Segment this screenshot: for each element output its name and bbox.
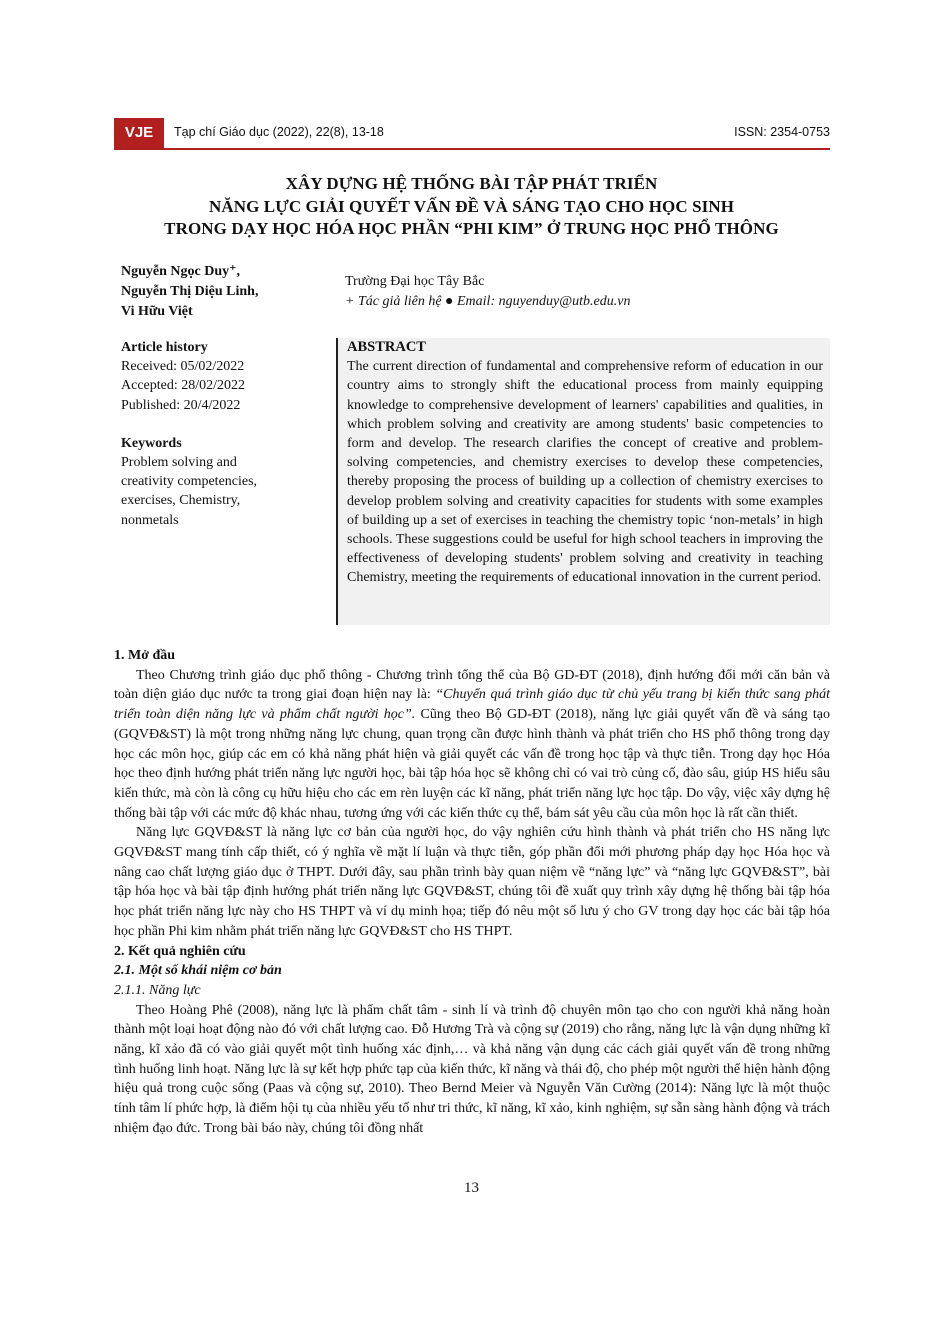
keyword-line: Problem solving and [121,455,237,471]
corresponding-contact: + Tác giả liên hệ ● Email: nguyenduy@utb.edu.vn [345,294,631,309]
title-line: XÂY DỰNG HỆ THỐNG BÀI TẬP PHÁT TRIỂN [285,174,658,193]
author-name: Nguyễn Thị Diệu Linh, [121,284,259,299]
subsubsection-heading: 2.1.1. Năng lực [114,982,201,998]
title-line: NĂNG LỰC GIẢI QUYẾT VẤN ĐỀ VÀ SÁNG TẠO CHO HỌC SINH [208,196,735,216]
keyword-line: nonmetals [121,512,179,528]
keyword-line: creativity competencies, [121,474,258,490]
history-heading: Article history [121,340,208,355]
keyword-line: exercises, Chemistry, [121,493,241,509]
affiliation [345,272,630,312]
quoted-statement: “Chuyển quá trình giáo dục từ chủ yếu trang bị kiến thức sang phát triển toàn diện năng lực và phẩm chất người học”. [114,687,831,723]
journal-citation: Tạp chí Giáo dục (2022), 22(8), 13-18 [174,125,384,139]
abstract-text: The current direction of fundamental and comprehensive reform of education in our country aims to strongly shift the educational process from mainly equipping knowledge to comprehensive development of learners' capabilities and qualities, in which problem solving and creativity are among students' basic competencies to form and develop. The research clarifies the concept of creative and problem-solving competencies, and chemistry exercises to develop these competencies, thereby proposing the process of building up a collection of chemistry exercises to develop problem solving and creativity capacities for students with some examples of building up a set of exercises in teaching the chemistry topic ‘non-metals’ in high schools. These suggestions could be useful for high school teachers in improving the effectiveness of developing students' problem solving and creativity in teaching Chemistry, meeting the requirements of educational innovation in the current period. [347,359,823,586]
title-line: TRONG DẠY HỌC HÓA HỌC PHẦN “PHI KIM” Ở TRUNG HỌC PHỔ THÔNG [164,219,779,238]
section-heading: 1. Mở đầu [114,648,176,663]
keywords-heading: Keywords [121,435,182,451]
abstract-box [336,338,830,625]
published-date: Published: 20/4/2022 [121,397,241,413]
paragraph: Theo Hoàng Phê (2008), năng lực là phẩm chất tâm - sinh lí và trình độ chuyên môn tạo cho con người khả năng hoàn thành một loại hoạt động nào đó với chất lượng cao. Đỗ Hương Trà và cộng sự (2019) cho rằng, năng lực là vận dụng những kĩ năng, kĩ xảo đã có vào giải quyết một tình huống xác định,… và khả năng vận dụng các cách giải quyết vấn đề trong những tình huống linh hoạt. Năng lực là sự kết hợp phức tạp của kiến thức, kĩ năng và thái độ, cho phép một người thể hiện hành động hiệu quả trong cuộc sống (Paas và cộng sự, 2010). Theo Bernd Meier và Nguyễn Văn Cường (2014): Năng lực là một thuộc tính tâm lí phức hợp, là điểm hội tụ của nhiều yếu tố như tri thức, kĩ năng, kĩ xảo, kinh nghiệm, sự sẵn sàng hành động và trách nhiệm đạo đức. Trong bài báo này, chúng tôi đồng nhất [114,1002,830,1136]
header-rule [114,148,830,150]
author-name: Vi Hữu Việt [121,304,193,319]
page-number: 13 [464,1180,479,1196]
received-date: Received: 05/02/2022 [121,359,245,375]
paragraph: Theo Chương trình giáo dục phổ thông - Chương trình tổng thể của Bộ GD-ĐT (2018), định hướng đổi mới căn bản và toàn diện giáo dục nước ta trong giai đoạn hiện nay là: “Chuyển quá trình giáo dục từ chủ yếu trang bị kiến thức sang phát triển toàn diện năng lực và phẩm chất người học”. Cũng theo Bộ GD-ĐT (2018), năng lực giải quyết vấn đề và sáng tạo (GQVĐ&ST) là một trong những năng lực chung, quan trọng cần được hình thành và phát triển cho HS phổ thông trong dạy học các môn học, giúp các em có khả năng phát hiện và giải quyết các vấn đề trong học tập và thực tiễn. Trong dạy học Hóa học theo định hướng phát triển năng lực người học, bài tập hóa học sẽ không chỉ có vai trò củng cố, đào sâu, giúp HS hiểu sâu kiến thức, mà còn là công cụ hữu hiệu cho các em rèn luyện các kĩ năng, phát triển năng lực học tập. Do vậy, việc xây dựng hệ thống bài tập với các mức độ khác nhau, tương ứng với các kiến thức cụ thể, bám sát yêu cầu của môn học là rất cần thiết. [114,667,831,821]
author-list [121,262,258,322]
article-title [100,173,843,241]
article-meta [121,338,321,530]
section-heading: 2. Kết quả nghiên cứu [114,943,246,959]
journal-badge: VJE [114,118,164,148]
article-body [114,646,830,1139]
accepted-date: Accepted: 28/02/2022 [121,378,246,394]
subsection-heading: 2.1. Một số khái niệm cơ bản [114,963,282,979]
institution: Trường Đại học Tây Bắc [345,274,485,289]
journal-issn: ISSN: 2354-0753 [734,125,830,139]
journal-header [114,118,830,148]
abstract-heading: ABSTRACT [347,339,426,355]
author-name: Nguyễn Ngọc Duy⁺, [121,264,241,279]
paragraph: Năng lực GQVĐ&ST là năng lực cơ bản của người học, do vậy nghiên cứu hình thành và phát triển cho HS năng lực GQVĐ&ST mang tính cấp thiết, có ý nghĩa về mặt lí luận và thực tiễn, góp phần đổi mới phương pháp dạy học Hóa học và nâng cao chất lượng giáo dục ở THPT. Dưới đây, sau phần trình bày quan niệm về “năng lực” và “năng lực GQVĐ&ST”, bài tập hóa học và bài tập định hướng phát triển năng lực GQVĐ&ST, chúng tôi đề xuất quy trình xây dựng hệ thống bài tập hóa học phát triển năng lực này cho HS THPT và ví dụ minh họa; tiếp đó nêu một số lưu ý cho GV trong dạy học các bài tập hóa học phần Phi kim nhằm phát triển năng lực GQVĐ&ST cho HS THPT. [114,825,830,939]
